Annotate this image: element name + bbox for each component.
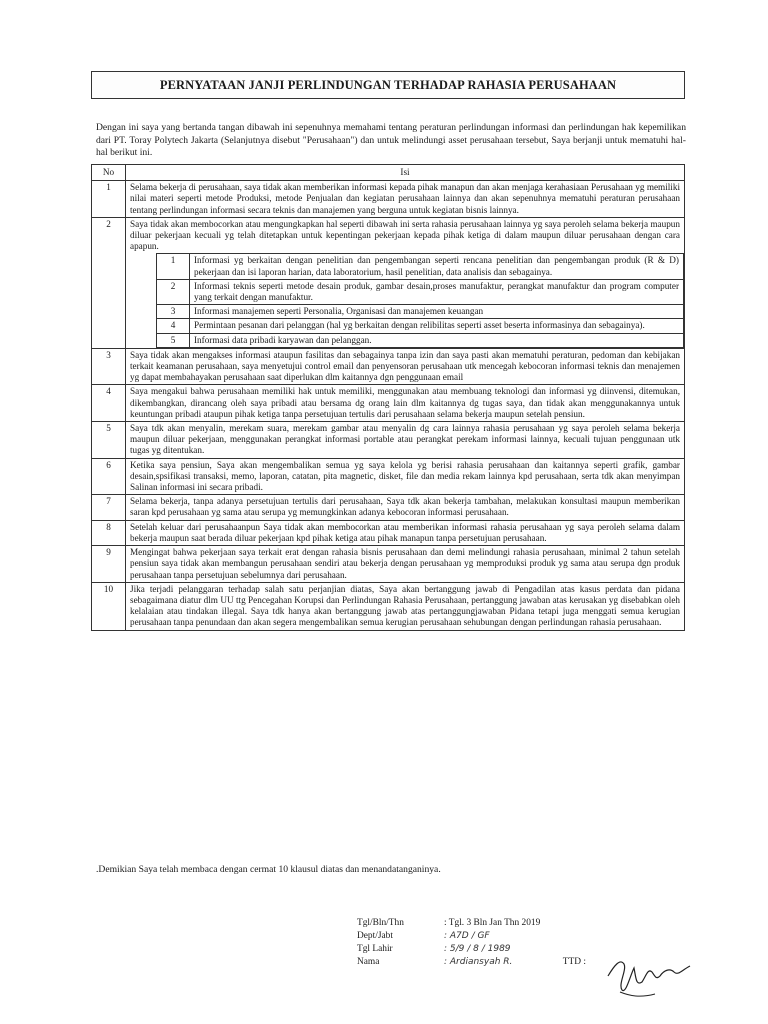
signature-labels [357,917,404,969]
clause-text: Jika terjadi pelanggaran terhadap salah satu perjanjian diatas, Saya akan bertanggung jawab di Pengadilan atas kasus perdata dan pidana sebagaimana diatur dlm UU ttg Pencegahan Korupsi dan Perlindungan Rahasia Perusahaan, pertanggung jawaban atas kerusakan yg disebabkan oleh kelalaian atau tindakan illegal. Saya tdk hanya akan bertanggung jawab atas pertanggungjawaban Pidana tetapi juga menggati semua kerugian perusahaan tanpa penundaan dan akan segera mengembalikan semua kerugian perusahaan sehubungan dengan perlindungan rahasia perusahaan. [126,582,685,630]
clause-number: 10 [92,582,126,630]
list-item [157,333,684,347]
clause-text: Saya tdk akan menyalin, merekam suara, merekam gambar atau menyalin dg cara lainnya rahasia perusahaan yg saya peroleh selama bekerja maupun diluar pekerjaan, menggunakan perangkat informasi portable atau perangkat perekam informasi lainnya, kecuali tujuan penggunaan utk tugas yg ditentukan. [126,422,685,459]
handwritten-signature-icon [600,946,700,1001]
subitem-number: 5 [157,333,190,347]
table-row [92,520,685,545]
clause-number: 6 [92,458,126,495]
table-row [92,495,685,520]
subitems-table [156,253,684,347]
table-row [92,181,685,218]
closing-statement: .Demikian Saya telah membaca dengan cermat 10 klausul diatas dan menandatanganinya. [96,864,441,875]
table-row [92,217,685,253]
clause-number: 2 [92,217,126,348]
clause-text: Selama bekerja, tanpa adanya persetujuan tertulis dari perusahaan, Saya tdk akan bekerja tambahan, melakukan konsultasi maupun memberikan saran kpd perusahaan yg sama atau serupa yg memungkinkan adanya kebocoran informasi perusahaan. [126,495,685,520]
clause-number: 8 [92,520,126,545]
document-title-box [91,71,685,99]
table-row [92,385,685,422]
table-header-row [92,165,685,181]
subitem-text: Informasi data pribadi karyawan dan pelanggan. [190,333,684,347]
clause-number: 9 [92,546,126,583]
clause-text: Setelah keluar dari perusahaanpun Saya tidak akan membocorkan atau memberikan informasi rahasia perusahaan yg saya peroleh selama dalam bekerja maupun saat berada diluar pekerjaan kpd pihak ketiga atau pihak manapun tanpa persetujuan perusahaan. [126,520,685,545]
subitem-number: 4 [157,319,190,333]
list-item [157,319,684,333]
subitem-number: 1 [157,254,190,279]
clause-number: 7 [92,495,126,520]
document-title: PERNYATAAN JANJI PERLINDUNGAN TERHADAP RAHASIA PERUSAHAAN [159,77,617,92]
clause-number: 4 [92,385,126,422]
subitem-text: Informasi teknis seperti metode desain produk, gambar desain,proses manufaktur, perangkat manufaktur dan program computer yang terkait dengan manufaktur. [190,279,684,304]
table-row [92,582,685,630]
clause-text: Selama bekerja di perusahaan, saya tidak akan memberikan informasi kepada pihak manapun dan akan menjaga kerahasiaan Perusahaan yg memiliki nilai materi seperti metode Produksi, metode Penjualan dan kegiatan perusahaan lainnya dan akan sepenuhnya mematuhi peraturan perusahaan tentang perlindungan informasi secara teknis dan manajemen yang berguna untuk kegiatan bisnis lainnya. [126,181,685,218]
intro-paragraph: Dengan ini saya yang bertanda tangan dibawah ini sepenuhnya memahami tentang peraturan perlindungan informasi dan perlindungan hak kepemilikan dari PT. Toray Polytech Jakarta (Selanjutnya disebut "Perusahaan") dan untuk melindungi asset perusahaan tersebut, Saya berjanji untuk mematuhi hal-hal berikut ini. [96,122,686,158]
label-birthdate: Tgl Lahir [357,944,393,954]
subitem-text: Permintaan pesanan dari pelanggan (hal yg berkaitan dengan relibilitas seperti asset beserta informasinya dan sebagainya). [190,319,684,333]
name-row [444,956,586,969]
list-item [157,254,684,279]
list-item [157,279,684,304]
subitem-text: Informasi yg berkaitan dengan penelitian dan pengembangan seperti rencana penelitian dan pengembangan produk (R & D) pekerjaan dan isi laporan harian, data laboratorium, hasil penelitian, data analisis dan sebagainya. [190,254,684,279]
clause-text: Ketika saya pensiun, Saya akan mengembalikan semua yg saya kelola yg berisi rahasia perusahaan dan kaitannya seperti grafik, gambar desain,spsifikasi transaksi, memo, laporan, catatan, pita magnetic, disket, file dan media rekam lainnya kpd perusahaan, serta tdk akan menyimpan Salinan informasi ini secara pribadi. [126,458,685,495]
clause-number: 3 [92,348,126,385]
subitem-number: 3 [157,305,190,319]
list-item [157,305,684,319]
clause-number: 5 [92,422,126,459]
clause-text: Saya mengakui bahwa perusahaan memiliki hak untuk memiliki, menggunakan atau membuang teknologi dan informasi yg diinvensi, ditemukan, dikembangkan, dirancang oleh saya pribadi atau bersama dg orang lain dlm kaitannya dg tugas saya, dan tidak akan menggunakannya untuk keuntungan pribadi ataupun pihak ketiga tanpa persetujuan tertulis dari perusahaan selama bekerja maupun setelah pensiun. [126,385,685,422]
table-row [92,253,685,348]
birthdate-value: : 5/9 / 8 / 1989 [444,944,511,954]
subitems-cell [126,253,685,348]
clause-number: 1 [92,181,126,218]
table-row [92,458,685,495]
name-value: : Ardiansyah R. [444,957,513,967]
date-value: : Tgl. 3 Bln Jan Thn 2019 [444,918,541,928]
clauses-table [91,164,685,631]
clause-text: Saya tidak akan mengakses informasi ataupun fasilitas dan sebagainya tanpa izin dan saya pasti akan mematuhi peraturan, pedoman dan kebijakan terkait keamanan perusahaan, saya menyetujui control email dan penyensoran perusahaan utk mencegah kebocoran informasi teknis dan menajemen yg dapat membahayakan perusahaan saat diperlukan dlm kaitannya dgn penggunaan email [126,348,685,385]
table-row [92,348,685,385]
header-no: No [92,165,126,181]
signature-values [444,917,586,969]
ttd-label: TTD : [562,957,586,967]
dept-value: : A7D / GF [444,931,490,941]
label-date: Tgl/Bln/Thn [357,918,404,928]
header-isi: Isi [126,165,685,181]
label-dept: Dept/Jabt [357,931,393,941]
subitem-number: 2 [157,279,190,304]
subitem-text: Informasi manajemen seperti Personalia, Organisasi dan manajemen keuangan [190,305,684,319]
clause-text: Saya tidak akan membocorkan atau mengungkapkan hal seperti dibawah ini serta rahasia perusahaan lainnya yg saya peroleh selama bekerja maupun diluar pekerjaan kecuali yg telah ditetapkan untuk kepentingan pekerjaan kepada pihak ketiga di dalam maupun diluar perusahaan dengan cara apapun. [126,217,685,253]
table-row [92,422,685,459]
clause-text: Mengingat bahwa pekerjaan saya terkait erat dengan rahasia bisnis perusahaan dan demi melindungi rahasia perusahaan, minimal 2 tahun setelah pensiun saya tidak akan membangun perusahaan sendiri atau bekerja dengan perusahaan yg memproduksi produk yg sama atau serupa dgn produk perusahaan tanpa persetujuan sebelumnya dari perusahaan. [126,546,685,583]
label-name: Nama [357,957,380,967]
table-row [92,546,685,583]
